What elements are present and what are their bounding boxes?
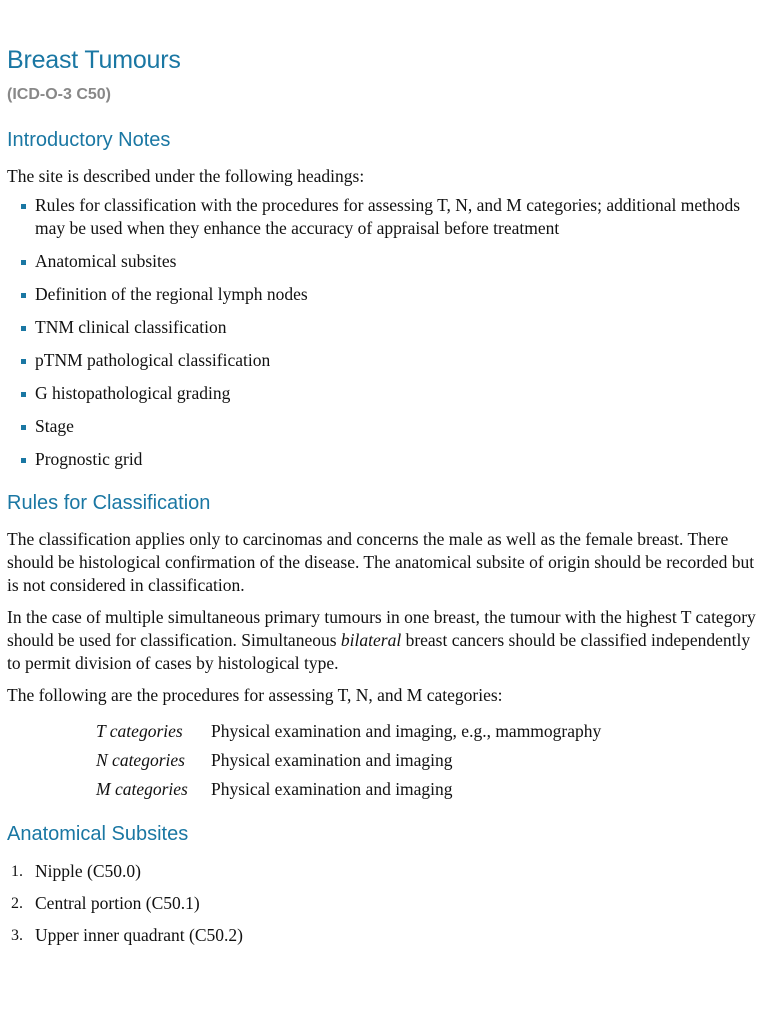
list-item: [11, 860, 761, 883]
procedures-table: [96, 720, 761, 807]
list-item-text: Nipple (C50.0): [35, 861, 141, 881]
procedure-category: T categories: [96, 721, 183, 741]
list-item: Rules for classification with the procedures for assessing T, N, and M categories; additional methods may be used when they enhance the accuracy of appraisal before treatment: [35, 194, 761, 240]
rules-paragraph-2-start: In the case of multiple simultaneous primary tumours in one breast, the tumour with the highest T category should be used for classification. Simultaneous: [7, 607, 756, 650]
list-item: Definition of the regional lymph nodes: [35, 283, 761, 306]
rules-paragraph-2-end: breast cancers should be classified independently to permit division of cases by histological type.: [7, 630, 751, 673]
rules-paragraph-3: The following are the procedures for assessing T, N, and M categories:: [7, 685, 503, 705]
list-item-text: Central portion (C50.1): [35, 893, 200, 913]
table-row: [96, 778, 761, 807]
list-item: [11, 892, 761, 915]
rules-paragraph-1: The classification applies only to carcinomas and concerns the male as well as the female breast. There should be histological confirmation of the disease. The anatomical subsite of origin should be recorded but is not considered in classification.: [7, 529, 755, 595]
list-item: Anatomical subsites: [35, 250, 761, 273]
rules-paragraph-2: [7, 606, 761, 675]
list-item: G histopathological grading: [35, 382, 761, 405]
heading-introductory-notes: Introductory Notes: [7, 129, 171, 151]
procedure-method: Physical examination and imaging: [211, 750, 453, 770]
table-row: [96, 749, 761, 778]
procedure-method: Physical examination and imaging, e.g., mammography: [211, 721, 602, 741]
list-number: 1.: [11, 863, 23, 880]
procedure-method: Physical examination and imaging: [211, 779, 453, 799]
list-number: 3.: [11, 927, 23, 944]
rules-paragraph-2-emphasis: bilateral: [340, 630, 402, 650]
headings-list: [7, 194, 761, 471]
list-item: pTNM pathological classification: [35, 349, 761, 372]
list-item-text: Upper inner quadrant (C50.2): [35, 925, 243, 945]
list-item: Prognostic grid: [35, 448, 761, 471]
icd-code: (ICD-O-3 C50): [7, 86, 112, 103]
list-item: [11, 924, 761, 947]
list-item: TNM clinical classification: [35, 316, 761, 339]
heading-rules-for-classification: Rules for Classification: [7, 492, 211, 514]
table-row: [96, 720, 761, 749]
subsites-list: [7, 860, 761, 947]
intro-lead: The site is described under the following headings:: [7, 166, 365, 186]
heading-anatomical-subsites: Anatomical Subsites: [7, 823, 189, 845]
list-number: 2.: [11, 895, 23, 912]
procedure-category: M categories: [96, 779, 188, 799]
procedure-category: N categories: [96, 750, 185, 770]
page-title: Breast Tumours: [7, 46, 181, 74]
list-item: Stage: [35, 415, 761, 438]
